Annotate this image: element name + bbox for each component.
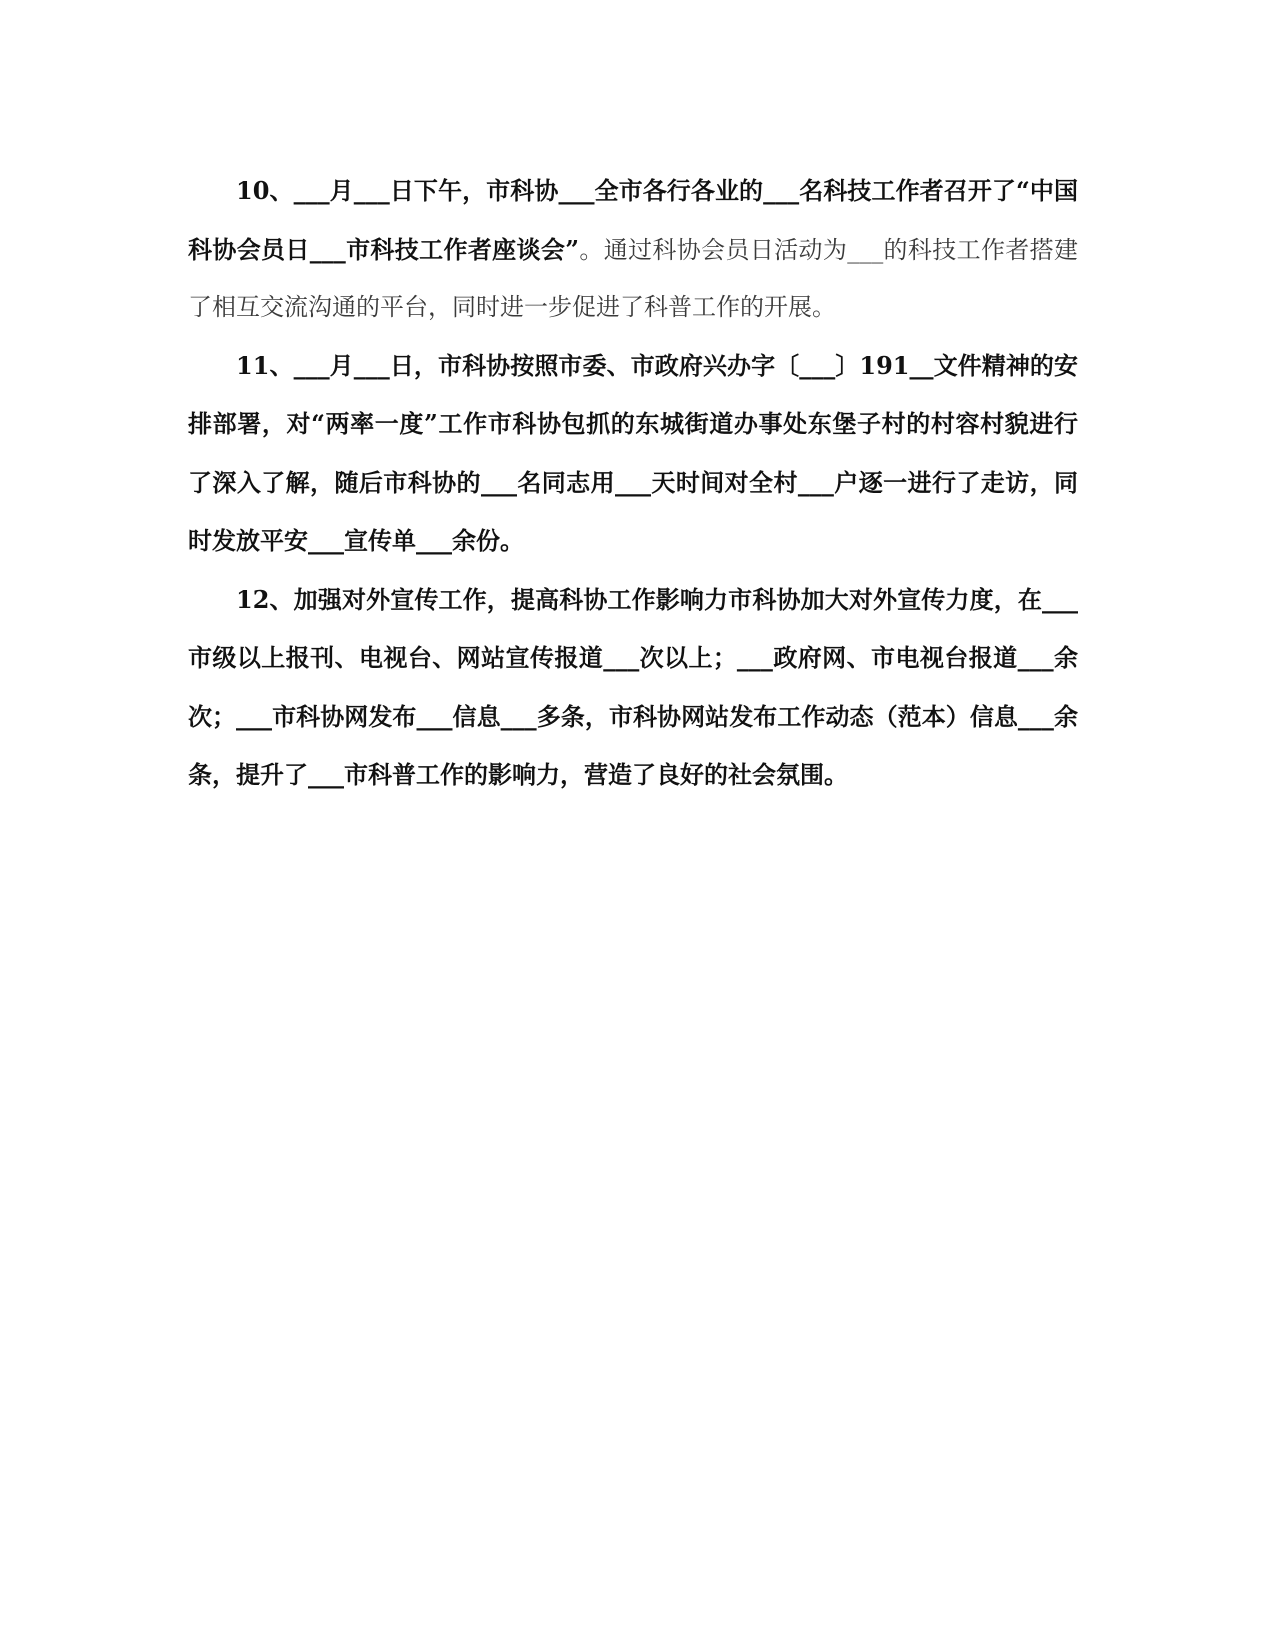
paragraph-10-normal-text: 。通过科协会员日活动为___的科技工作者搭建了相互交流沟通的平台，同时进一步促进了科普工作的开展。 [188,235,1078,321]
paragraph-10-bold-text: 10、___月___日下午，市科协___全市各行各业的___名科技工作者召开了“中国科协会员日___市科技工作者座谈会” [188,176,1078,264]
document-body [188,162,1078,805]
paragraph-10 [188,162,1078,337]
paragraph-11-bold-text: 11、___月___日，市科协按照市委、市政府兴办字〔___〕191__文件精神的安排部署，对“两率一度”工作市科协包抓的东城街道办事处东堡子村的村容村貌进行了深入了解，随后市科协的___名同志用___天时间对全村___户逐一进行了走访，同时发放平安___宣传单___余份。 [188,350,1078,555]
paragraph-11 [188,337,1078,571]
paragraph-12-bold-text: 12、加强对外宣传工作，提高科协工作影响力市科协加大对外宣传力度，在___市级以上报刊、电视台、网站宣传报道___次以上；___政府网、市电视台报道___余次；___市科协网发布___信息___多条，市科协网站发布工作动态（范本）信息___余条，提升了___市科普工作的影响力，营造了良好的社会氛围。 [188,584,1078,789]
paragraph-12 [188,571,1078,805]
